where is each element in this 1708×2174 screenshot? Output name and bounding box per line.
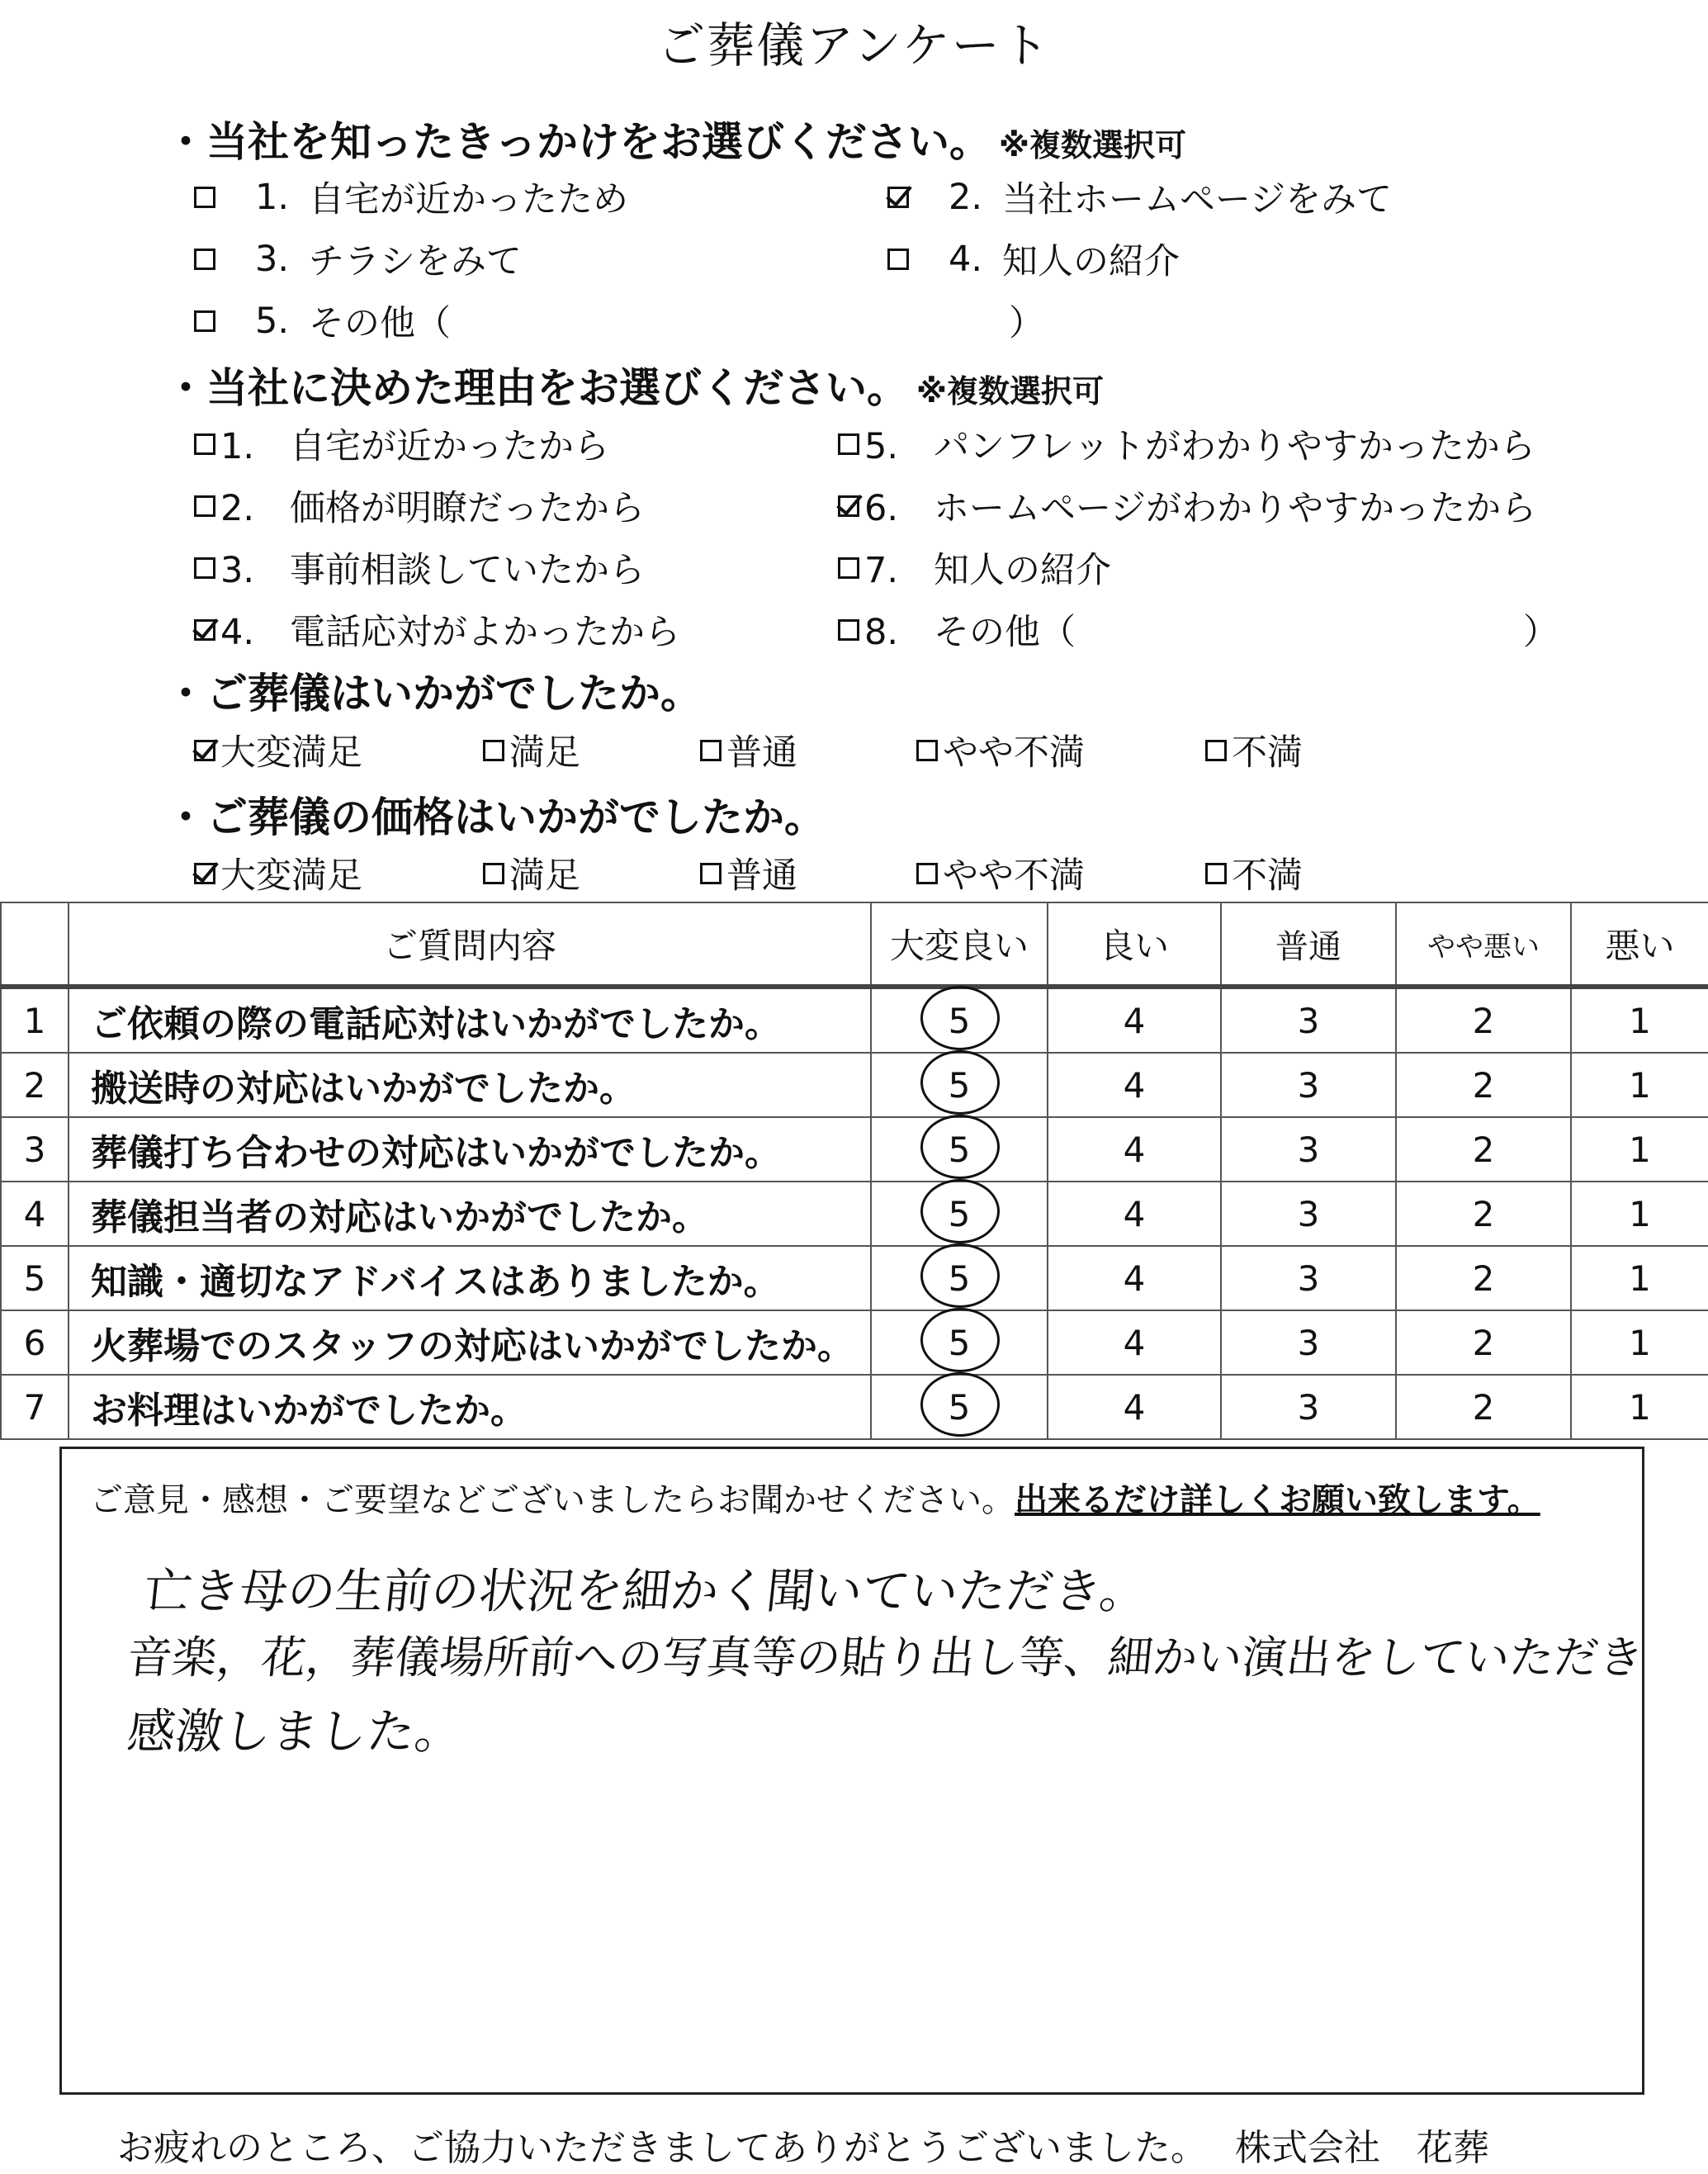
q3-option-satisfied[interactable] xyxy=(483,725,580,775)
score-cell[interactable] xyxy=(1221,987,1396,1053)
checkbox-checked[interactable] xyxy=(194,740,215,761)
option-number: 1. xyxy=(255,176,290,218)
question-2-heading xyxy=(165,355,1104,414)
score-option: 4 xyxy=(1123,1129,1146,1170)
q2-option-4[interactable] xyxy=(194,604,680,655)
score-option-selected: 5 xyxy=(948,1258,971,1299)
score-option: 3 xyxy=(1297,1000,1320,1041)
option-label: 6. ホームページがわかりやすかったから xyxy=(864,488,1537,529)
score-cell[interactable] xyxy=(1571,1182,1708,1246)
checkbox[interactable] xyxy=(483,863,504,884)
header-normal: 普通 xyxy=(1221,902,1396,987)
q1-option-5[interactable] xyxy=(194,296,451,346)
row-number: 7 xyxy=(1,1375,69,1439)
score-option: 4 xyxy=(1123,1322,1146,1363)
q2-option-5[interactable] xyxy=(838,419,1535,469)
score-cell[interactable] xyxy=(1571,1246,1708,1310)
score-option: 4 xyxy=(1123,1000,1146,1041)
score-cell[interactable] xyxy=(1221,1182,1396,1246)
option-label: 普通 xyxy=(726,855,797,897)
option-number: 4. xyxy=(949,238,983,280)
q4-option-very-satisfied[interactable] xyxy=(194,848,362,898)
score-option-selected: 5 xyxy=(948,1000,971,1041)
q1-option-2[interactable] xyxy=(887,172,1392,222)
question-1-heading-text: ・当社を知ったきっかけをお選びください。 xyxy=(165,118,991,166)
score-option-selected: 5 xyxy=(948,1129,971,1170)
row-number: 4 xyxy=(1,1182,69,1246)
header-question: ご質問内容 xyxy=(69,902,871,987)
score-cell[interactable] xyxy=(1571,1053,1708,1117)
handwritten-line-3: 感激しました。 xyxy=(124,1703,466,1760)
score-cell[interactable] xyxy=(871,987,1048,1053)
score-option: 2 xyxy=(1472,1129,1495,1170)
option-label: やや不満 xyxy=(943,855,1085,897)
score-option: 2 xyxy=(1472,1064,1495,1106)
score-cell[interactable] xyxy=(1048,1117,1221,1182)
row-number: 1 xyxy=(1,987,69,1053)
score-cell[interactable] xyxy=(1221,1053,1396,1117)
option-label: 大変満足 xyxy=(220,732,362,774)
score-cell[interactable] xyxy=(1571,987,1708,1053)
question-1-note: ※複数選択可 xyxy=(999,127,1186,163)
table-header-row xyxy=(1,902,1708,987)
q4-option-dissatisfied[interactable] xyxy=(1205,848,1303,898)
checkbox[interactable] xyxy=(1205,740,1227,761)
score-cell[interactable] xyxy=(1048,1182,1221,1246)
score-cell[interactable] xyxy=(1396,1310,1571,1375)
q1-other-close: ） xyxy=(1009,303,1044,344)
handwritten-line-1: 亡き母の生前の状況を細かく聞いていただき。 xyxy=(140,1563,1151,1619)
option-label: 自宅が近かったため xyxy=(309,179,629,220)
score-cell[interactable] xyxy=(1571,1117,1708,1182)
row-question: お料理はいかがでしたか。 xyxy=(69,1375,871,1439)
q2-option-2[interactable] xyxy=(194,481,645,531)
q2-option-8[interactable] xyxy=(838,604,1076,655)
option-label: 4. 電話応対がよかったから xyxy=(220,612,681,653)
option-label: 2. 価格が明瞭だったから xyxy=(220,488,646,529)
score-cell[interactable] xyxy=(871,1053,1048,1117)
checkbox[interactable] xyxy=(838,619,859,641)
score-option: 3 xyxy=(1297,1322,1320,1363)
table-row xyxy=(1,1310,1708,1375)
score-cell[interactable] xyxy=(871,1182,1048,1246)
row-question: 葬儀打ち合わせの対応はいかがでしたか。 xyxy=(69,1117,871,1182)
row-question: 知識・適切なアドバイスはありましたか。 xyxy=(69,1246,871,1310)
checkbox[interactable] xyxy=(887,249,909,270)
checkbox[interactable] xyxy=(838,557,859,579)
option-label: 知人の紹介 xyxy=(1002,241,1180,282)
score-option: 1 xyxy=(1629,1000,1651,1041)
option-label: 7. 知人の紹介 xyxy=(864,550,1112,591)
option-label: 満足 xyxy=(509,855,580,897)
q1-option-1[interactable] xyxy=(194,172,628,222)
checkbox[interactable] xyxy=(483,740,504,761)
score-cell[interactable] xyxy=(1048,1375,1221,1439)
score-option: 4 xyxy=(1123,1258,1146,1299)
score-cell[interactable] xyxy=(871,1310,1048,1375)
checkbox[interactable] xyxy=(916,740,938,761)
option-label: 1. 自宅が近かったから xyxy=(220,426,610,467)
q3-option-normal[interactable] xyxy=(700,725,797,775)
score-option: 2 xyxy=(1472,1322,1495,1363)
comment-prompt xyxy=(90,1474,1540,1521)
q1-option-3[interactable] xyxy=(194,234,522,284)
row-question: ご依頼の際の電話応対はいかがでしたか。 xyxy=(69,987,871,1053)
row-number: 2 xyxy=(1,1053,69,1117)
score-cell[interactable] xyxy=(1396,1246,1571,1310)
table-row xyxy=(1,1053,1708,1117)
score-option: 2 xyxy=(1472,1386,1495,1428)
q4-option-normal[interactable] xyxy=(700,848,797,898)
checkbox-checked[interactable] xyxy=(194,619,215,641)
score-option: 1 xyxy=(1629,1386,1651,1428)
score-option: 2 xyxy=(1472,1000,1495,1041)
score-option: 1 xyxy=(1629,1064,1651,1106)
option-label: やや不満 xyxy=(943,732,1085,774)
score-cell[interactable] xyxy=(1396,1375,1571,1439)
question-3-heading: ・ご葬儀はいかがでしたか。 xyxy=(165,670,702,718)
header-somewhat-bad: やや悪い xyxy=(1396,902,1571,987)
table-row xyxy=(1,1117,1708,1182)
option-label: 大変満足 xyxy=(220,855,362,897)
score-option: 1 xyxy=(1629,1322,1651,1363)
option-number: 2. xyxy=(949,176,983,218)
page-title: ご葬儀アンケート xyxy=(657,17,1051,73)
header-bad: 悪い xyxy=(1571,902,1708,987)
score-option-selected: 5 xyxy=(948,1322,971,1363)
score-option: 1 xyxy=(1629,1129,1651,1170)
row-number: 6 xyxy=(1,1310,69,1375)
q3-option-somewhat-dissatisfied[interactable] xyxy=(916,725,1085,775)
q2-option-3[interactable] xyxy=(194,542,645,593)
score-option-selected: 5 xyxy=(948,1064,971,1106)
comment-prompt-emphasis: 出来るだけ詳しくお願い致します。 xyxy=(1015,1481,1540,1519)
score-cell[interactable] xyxy=(871,1246,1048,1310)
score-cell[interactable] xyxy=(1396,1182,1571,1246)
table-row xyxy=(1,1246,1708,1310)
q2-option-1[interactable] xyxy=(194,419,609,469)
score-cell[interactable] xyxy=(1048,1053,1221,1117)
checkbox[interactable] xyxy=(700,863,722,884)
score-option: 3 xyxy=(1297,1258,1320,1299)
rating-table xyxy=(0,902,1708,1440)
option-label: 5. パンフレットがわかりやすかったから xyxy=(864,426,1535,467)
score-cell[interactable] xyxy=(1571,1375,1708,1439)
question-4-heading: ・ご葬儀の価格はいかがでしたか。 xyxy=(165,793,826,841)
option-label: 当社ホームページをみて xyxy=(1002,179,1393,220)
score-cell[interactable] xyxy=(871,1117,1048,1182)
checkbox-checked[interactable] xyxy=(887,187,909,208)
q4-option-satisfied[interactable] xyxy=(483,848,580,898)
score-cell[interactable] xyxy=(1396,1117,1571,1182)
score-cell[interactable] xyxy=(871,1375,1048,1439)
score-option: 3 xyxy=(1297,1193,1320,1234)
q1-option-4[interactable] xyxy=(887,234,1180,284)
checkbox[interactable] xyxy=(194,249,215,270)
option-label: 普通 xyxy=(726,732,797,774)
q2-option-6[interactable] xyxy=(838,481,1536,531)
option-number: 5. xyxy=(255,300,290,342)
handwritten-line-2: 音楽，花，葬儀場所前への写真等の貼り出し等、細かい演出をしていただき xyxy=(125,1632,1646,1684)
question-2-note: ※複数選択可 xyxy=(916,373,1104,410)
score-cell[interactable] xyxy=(1396,987,1571,1053)
checkbox[interactable] xyxy=(700,740,722,761)
score-option: 1 xyxy=(1629,1258,1651,1299)
checkbox-checked[interactable] xyxy=(194,863,215,884)
score-cell[interactable] xyxy=(1221,1375,1396,1439)
checkbox[interactable] xyxy=(194,187,215,208)
comment-prompt-text: ご意見・感想・ご要望などございましたらお聞かせください。 xyxy=(90,1481,1015,1519)
checkbox[interactable] xyxy=(194,310,215,332)
score-option: 4 xyxy=(1123,1064,1146,1106)
option-label: 8. その他（ xyxy=(864,612,1076,653)
score-option-selected: 5 xyxy=(948,1193,971,1234)
option-label: チラシをみて xyxy=(309,241,523,282)
comment-box[interactable] xyxy=(59,1447,1644,2095)
checkbox[interactable] xyxy=(1205,863,1227,884)
q2-option-7[interactable] xyxy=(838,542,1111,593)
score-option: 1 xyxy=(1629,1193,1651,1234)
table-row xyxy=(1,987,1708,1053)
row-question: 葬儀担当者の対応はいかがでしたか。 xyxy=(69,1182,871,1246)
checkbox-checked[interactable] xyxy=(838,495,859,517)
option-number: 3. xyxy=(255,238,290,280)
checkbox[interactable] xyxy=(194,557,215,579)
score-cell[interactable] xyxy=(1396,1053,1571,1117)
table-row xyxy=(1,1375,1708,1439)
score-cell[interactable] xyxy=(1048,987,1221,1053)
row-question: 搬送時の対応はいかがでしたか。 xyxy=(69,1053,871,1117)
question-2-heading-text: ・当社に決めた理由をお選びください。 xyxy=(165,364,908,412)
header-very-good: 大変良い xyxy=(871,902,1048,987)
checkbox[interactable] xyxy=(916,863,938,884)
score-option: 3 xyxy=(1297,1064,1320,1106)
score-option-selected: 5 xyxy=(948,1386,971,1428)
option-label: 不満 xyxy=(1232,855,1303,897)
score-option: 3 xyxy=(1297,1129,1320,1170)
footer-thanks: お疲れのところ、ご協力いただきましてありがとうございました。 xyxy=(117,2127,1207,2169)
q3-option-very-satisfied[interactable] xyxy=(194,725,362,775)
score-cell[interactable] xyxy=(1221,1117,1396,1182)
score-cell[interactable] xyxy=(1048,1246,1221,1310)
row-number: 5 xyxy=(1,1246,69,1310)
score-option: 2 xyxy=(1472,1258,1495,1299)
row-number: 3 xyxy=(1,1117,69,1182)
header-good: 良い xyxy=(1048,902,1221,987)
option-label: 3. 事前相談していたから xyxy=(220,550,646,591)
q4-option-somewhat-dissatisfied[interactable] xyxy=(916,848,1085,898)
table-row xyxy=(1,1182,1708,1246)
question-1-heading xyxy=(165,109,1186,168)
footer-company: 株式会社 花葬 xyxy=(1235,2127,1489,2169)
option-label: 満足 xyxy=(509,732,580,774)
score-cell[interactable] xyxy=(1221,1310,1396,1375)
score-cell[interactable] xyxy=(1048,1310,1221,1375)
q2-other-close: ） xyxy=(1523,612,1559,653)
footer xyxy=(117,2118,1489,2171)
q3-option-dissatisfied[interactable] xyxy=(1205,725,1303,775)
score-cell[interactable] xyxy=(1571,1310,1708,1375)
score-cell[interactable] xyxy=(1221,1246,1396,1310)
checkbox[interactable] xyxy=(194,433,215,455)
score-option: 4 xyxy=(1123,1193,1146,1234)
option-label: その他（ xyxy=(309,303,452,344)
option-label: 不満 xyxy=(1232,732,1303,774)
header-number xyxy=(1,902,69,987)
score-option: 3 xyxy=(1297,1386,1320,1428)
row-question: 火葬場でのスタッフの対応はいかがでしたか。 xyxy=(69,1310,871,1375)
checkbox[interactable] xyxy=(838,433,859,455)
checkbox[interactable] xyxy=(194,495,215,517)
score-option: 4 xyxy=(1123,1386,1146,1428)
score-option: 2 xyxy=(1472,1193,1495,1234)
